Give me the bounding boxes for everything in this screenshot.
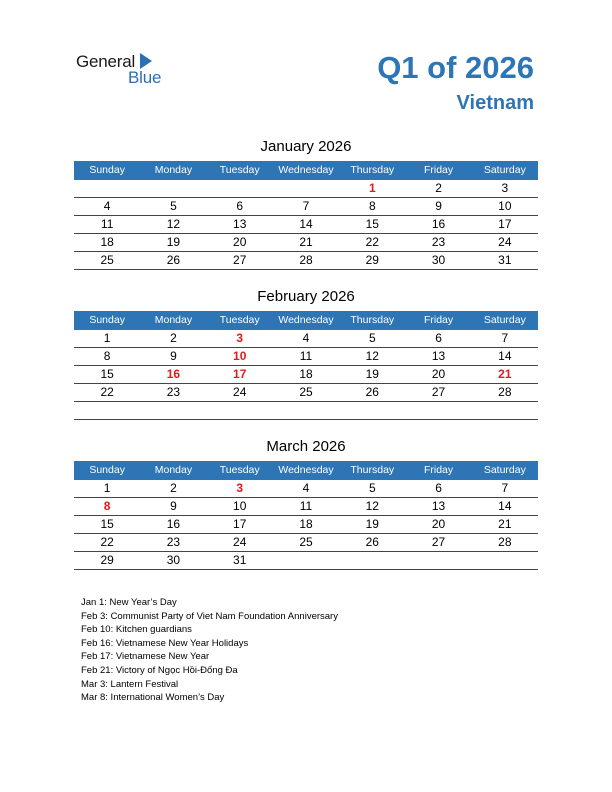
week-row <box>74 384 538 402</box>
day-cell <box>207 402 273 419</box>
day-cell: 14 <box>498 499 512 513</box>
holiday-day-cell: 3 <box>236 331 244 345</box>
weekday-wednesday: Wednesday <box>278 464 334 476</box>
week-row <box>74 498 538 516</box>
month-title: February 2026 <box>257 288 355 305</box>
day-cell: 23 <box>166 535 181 549</box>
weekday-thursday: Thursday <box>350 164 395 176</box>
weekday-sunday: Sunday <box>89 164 125 176</box>
month-march <box>74 437 538 570</box>
day-cell: 22 <box>365 235 379 249</box>
week-row <box>74 216 538 234</box>
day-cell: 12 <box>365 499 379 513</box>
weekday-sunday: Sunday <box>89 314 125 326</box>
week-row <box>74 330 538 348</box>
day-cell <box>405 552 471 569</box>
day-cell: 26 <box>365 385 379 399</box>
weekday-wednesday: Wednesday <box>278 164 334 176</box>
day-cell <box>472 402 538 419</box>
holiday-note: Mar 3: Lantern Festival <box>81 678 179 690</box>
day-cell: 20 <box>431 517 446 531</box>
week-row <box>74 252 538 270</box>
day-cell <box>339 402 405 419</box>
day-cell: 12 <box>166 217 181 231</box>
weekday-saturday: Saturday <box>483 314 526 326</box>
day-cell: 6 <box>435 481 442 495</box>
weekday-sunday: Sunday <box>89 464 125 476</box>
day-cell: 24 <box>498 235 512 249</box>
week-row <box>74 480 538 498</box>
day-cell: 15 <box>365 217 379 231</box>
day-cell <box>472 552 538 569</box>
holiday-note: Feb 10: Kitchen guardians <box>81 624 192 636</box>
week-row <box>74 552 538 570</box>
weekday-monday: Monday <box>154 164 193 176</box>
weekday-monday: Monday <box>154 464 193 476</box>
holiday-note: Mar 8: International Women’s Day <box>81 692 225 704</box>
day-cell <box>74 402 140 419</box>
day-cell: 28 <box>498 385 512 399</box>
holiday-note: Jan 1: New Year’s Day <box>81 597 177 608</box>
day-cell: 8 <box>368 199 376 213</box>
day-cell: 7 <box>501 481 509 495</box>
weekday-monday: Monday <box>154 314 193 326</box>
weekday-header <box>74 311 538 330</box>
day-cell: 14 <box>498 349 512 363</box>
day-cell: 2 <box>170 331 177 345</box>
weekday-friday: Friday <box>423 164 454 176</box>
day-cell: 15 <box>100 517 114 531</box>
day-cell: 14 <box>299 217 313 231</box>
day-cell: 22 <box>100 535 114 549</box>
day-cell <box>405 402 471 419</box>
day-cell: 31 <box>498 253 512 267</box>
day-cell: 28 <box>498 535 512 549</box>
week-row <box>74 180 538 198</box>
week-row <box>74 348 538 366</box>
weekday-friday: Friday <box>423 314 454 326</box>
day-cell: 28 <box>299 253 313 267</box>
day-cell: 24 <box>233 535 247 549</box>
day-cell: 25 <box>299 385 313 399</box>
day-cell: 30 <box>166 553 181 567</box>
day-cell: 16 <box>166 517 181 531</box>
day-cell: 11 <box>299 349 313 363</box>
country-title: Vietnam <box>456 92 534 114</box>
day-cell: 24 <box>233 385 247 399</box>
day-cell: 5 <box>368 481 376 495</box>
day-cell: 8 <box>103 349 111 363</box>
day-cell: 17 <box>498 217 512 231</box>
day-cell: 12 <box>365 349 379 363</box>
weekday-tuesday: Tuesday <box>219 314 260 326</box>
month-title: January 2026 <box>260 138 352 155</box>
logo <box>76 52 176 88</box>
day-cell: 25 <box>299 535 313 549</box>
week-row <box>74 234 538 252</box>
day-cell: 10 <box>233 499 247 513</box>
day-cell: 18 <box>100 235 114 249</box>
day-cell <box>207 180 273 197</box>
day-cell: 1 <box>103 481 111 495</box>
month-february <box>74 287 538 420</box>
holiday-day-cell: 16 <box>166 367 181 381</box>
day-cell: 18 <box>299 367 313 381</box>
day-cell: 27 <box>431 535 446 549</box>
day-cell <box>140 180 206 197</box>
day-cell: 10 <box>498 199 512 213</box>
day-cell: 4 <box>103 199 111 213</box>
day-cell: 9 <box>170 349 177 363</box>
day-cell: 2 <box>170 481 177 495</box>
day-cell: 13 <box>431 349 446 363</box>
day-cell: 4 <box>302 331 310 345</box>
day-cell: 22 <box>100 385 114 399</box>
day-cell: 17 <box>233 517 247 531</box>
day-cell: 5 <box>170 199 177 213</box>
day-cell: 6 <box>435 331 442 345</box>
day-cell: 5 <box>368 331 376 345</box>
day-cell: 18 <box>299 517 313 531</box>
holiday-day-cell: 1 <box>368 181 376 195</box>
day-cell: 29 <box>365 253 379 267</box>
day-cell: 19 <box>365 367 379 381</box>
weekday-thursday: Thursday <box>350 464 395 476</box>
holiday-note: Feb 21: Victory of Ngọc Hồi-Đống Đa <box>81 664 238 676</box>
holiday-note: Feb 16: Vietnamese New Year Holidays <box>81 637 249 649</box>
weekday-header <box>74 461 538 480</box>
weekday-header <box>74 161 538 180</box>
day-cell: 23 <box>431 235 446 249</box>
day-cell: 19 <box>365 517 379 531</box>
day-cell: 4 <box>302 481 310 495</box>
holiday-note: Feb 17: Vietnamese New Year <box>81 651 210 663</box>
logo-word-blue: Blue <box>128 68 162 87</box>
day-cell: 7 <box>302 199 310 213</box>
holiday-notes <box>81 596 338 705</box>
day-cell: 13 <box>233 217 247 231</box>
month-january <box>74 137 538 270</box>
week-row <box>74 366 538 384</box>
holiday-day-cell: 21 <box>498 367 512 381</box>
day-cell: 11 <box>299 499 313 513</box>
day-cell: 6 <box>236 199 244 213</box>
day-cell: 16 <box>431 217 446 231</box>
day-cell: 2 <box>435 181 442 195</box>
day-cell: 1 <box>103 331 111 345</box>
week-row <box>74 198 538 216</box>
day-cell: 13 <box>431 499 446 513</box>
flag-icon <box>140 53 152 69</box>
day-cell <box>273 402 339 419</box>
day-cell: 7 <box>501 331 509 345</box>
day-cell: 30 <box>431 253 446 267</box>
day-cell: 27 <box>233 253 247 267</box>
weekday-tuesday: Tuesday <box>219 464 260 476</box>
day-cell: 11 <box>100 217 114 231</box>
holiday-day-cell: 10 <box>233 349 247 363</box>
holiday-note: Feb 3: Communist Party of Viet Nam Foundation Anniversary <box>81 610 338 622</box>
day-cell: 25 <box>100 253 114 267</box>
weekday-saturday: Saturday <box>483 164 526 176</box>
week-row <box>74 516 538 534</box>
weekday-saturday: Saturday <box>483 464 526 476</box>
weekday-tuesday: Tuesday <box>219 164 260 176</box>
day-cell: 15 <box>100 367 114 381</box>
logo-word-general: General <box>76 52 136 71</box>
day-cell: 27 <box>431 385 446 399</box>
month-title: March 2026 <box>266 438 346 455</box>
weekday-thursday: Thursday <box>350 314 395 326</box>
day-cell <box>339 552 405 569</box>
day-cell: 29 <box>100 553 114 567</box>
day-cell: 26 <box>365 535 379 549</box>
day-cell <box>74 180 140 197</box>
day-cell: 23 <box>166 385 181 399</box>
day-cell: 26 <box>166 253 181 267</box>
day-cell <box>273 180 339 197</box>
weekday-wednesday: Wednesday <box>278 314 334 326</box>
holiday-day-cell: 8 <box>103 499 111 513</box>
day-cell: 20 <box>233 235 247 249</box>
day-cell: 9 <box>435 199 442 213</box>
holiday-day-cell: 17 <box>233 367 247 381</box>
day-cell: 19 <box>166 235 181 249</box>
weekday-friday: Friday <box>423 464 454 476</box>
day-cell: 9 <box>170 499 177 513</box>
day-cell: 31 <box>233 553 247 567</box>
page-title: Q1 of 2026 <box>377 50 534 85</box>
day-cell: 20 <box>431 367 446 381</box>
day-cell <box>140 402 206 419</box>
holiday-day-cell: 3 <box>236 481 244 495</box>
day-cell <box>273 552 339 569</box>
week-row <box>74 402 538 420</box>
week-row <box>74 534 538 552</box>
day-cell: 3 <box>501 181 509 195</box>
day-cell: 21 <box>299 235 313 249</box>
day-cell: 21 <box>498 517 512 531</box>
